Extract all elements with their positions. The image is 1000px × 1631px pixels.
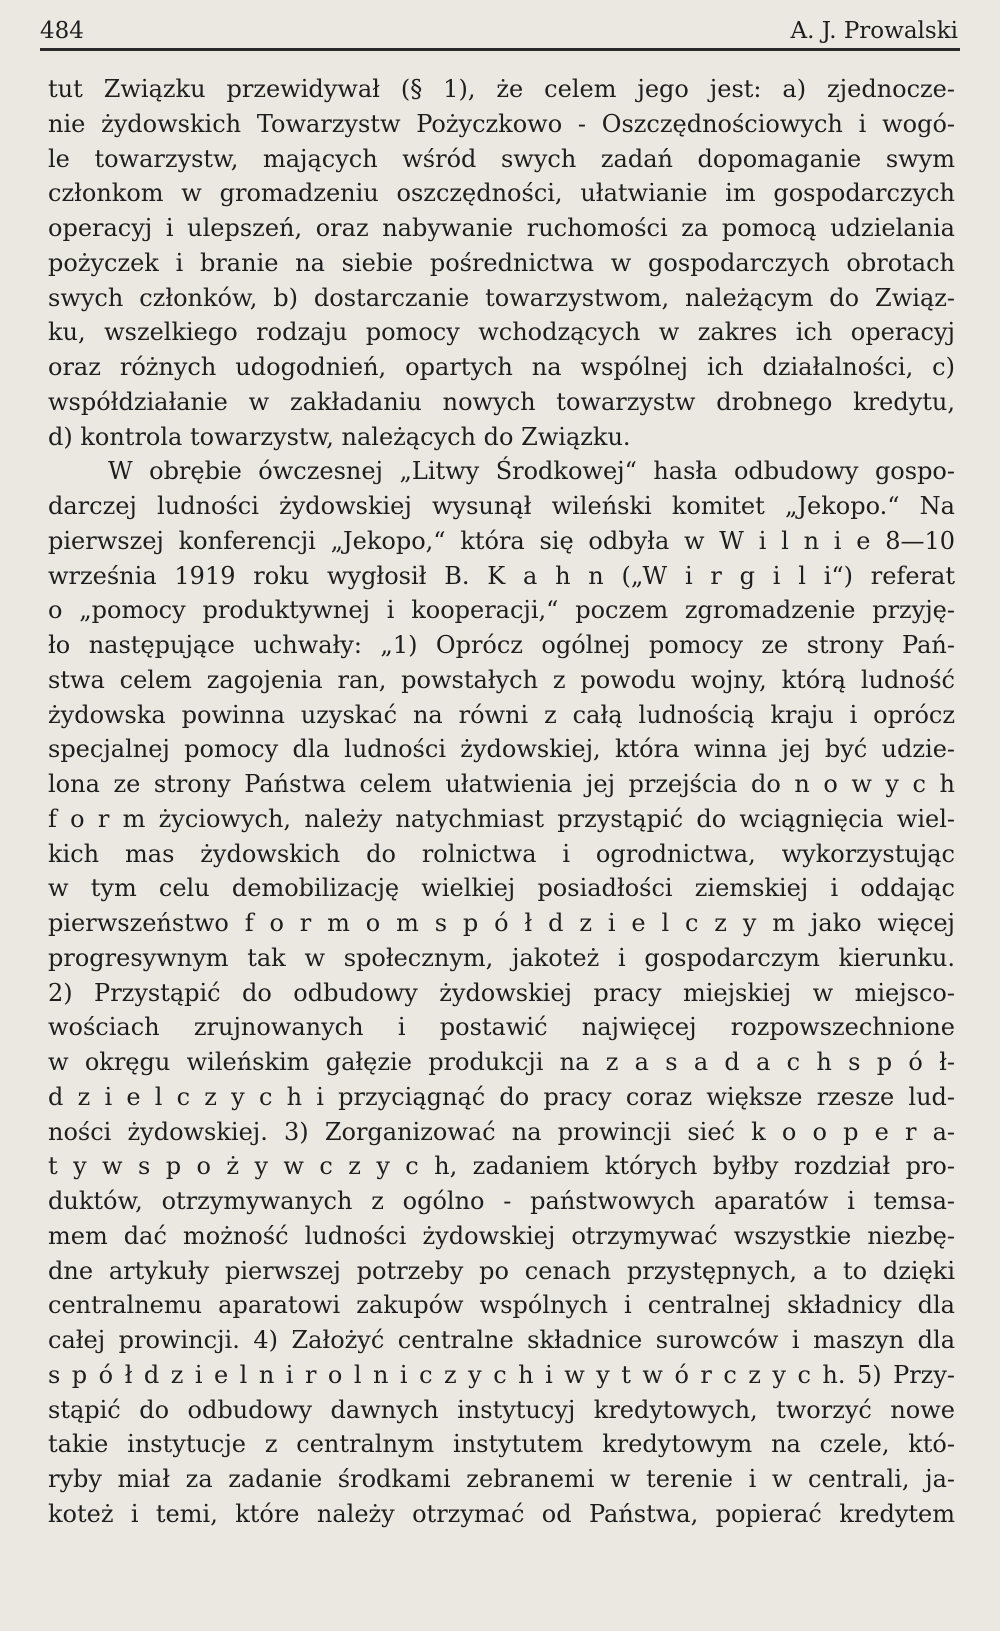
text-line: 2) Przystąpić do odbudowy żydowskiej pracy miejskiej w miejsco- — [48, 978, 955, 1007]
text-line: t y w s p o ż y w c z y c h, zadaniem których byłby rozdział pro- — [48, 1152, 955, 1181]
text-line: w okręgu wileńskim gałęzie produkcji na z a s a d a c h s p ó ł- — [48, 1048, 955, 1076]
text-line: d) kontrola towarzystw, należących do Związku. — [48, 422, 631, 451]
text-line: specjalnej pomocy dla ludności żydowskiej, która winna jej być udzie- — [48, 735, 955, 764]
text-line: progresywnym tak w społecznym, jakoteż i gospodarczym kierunku. — [48, 943, 955, 972]
text-line: koteż i temi, które należy otrzymać od Państwa, popierać kredytem — [48, 1499, 955, 1528]
text-line: darczej ludności żydowskiej wysunął wileński komitet „Jekopo.“ Na — [48, 492, 955, 520]
text-line: mem dać możność ludności żydowskiej otrzymywać wszystkie niezbę- — [48, 1221, 955, 1250]
text-line: operacyj i ulepszeń, oraz nabywanie ruchomości za pomocą udzielania — [48, 214, 955, 242]
text-line: f o r m życiowych, należy natychmiast przystąpić do wciągnięcia wiel- — [48, 804, 955, 833]
text-line: oraz różnych udogodnień, opartych na wspólnej ich działalności, c) — [48, 353, 955, 381]
text-line: członkom w gromadzeniu oszczędności, ułatwianie im gospodarczych — [48, 179, 955, 208]
text-line: ku, wszelkiego rodzaju pomocy wchodzących w zakres ich operacyj — [48, 318, 955, 347]
text-line: września 1919 roku wygłosił B. K a h n („W i r g i l i“) referat — [48, 561, 955, 590]
text-line: całej prowincji. 4) Założyć centralne składnice surowców i maszyn dla — [48, 1326, 955, 1354]
text-line: W obrębie ówczesnej „Litwy Środkowej“ hasła odbudowy gospo- — [108, 457, 955, 486]
text-line: swych członków, b) dostarczanie towarzystwom, należącym do Związ- — [48, 283, 955, 312]
text-line: ło następujące uchwały: „1) Oprócz ogólnej pomocy ze strony Pań- — [48, 631, 955, 659]
text-line: wościach zrujnowanych i postawić najwięcej rozpowszechnione — [48, 1013, 955, 1042]
text-line: centralnemu aparatowi zakupów wspólnych i centralnej składnicy dla — [48, 1291, 955, 1320]
text-line: ności żydowskiej. 3) Zorganizować na prowincji sieć k o o p e r a- — [48, 1117, 955, 1146]
text-line: kich mas żydowskich do rolnictwa i ogrodnictwa, wykorzystując — [48, 839, 955, 868]
running-head-author: A. J. Prowalski — [790, 18, 958, 44]
text-line: d z i e l c z y c h i przyciągnąć do pracy coraz większe rzesze lud- — [48, 1082, 955, 1111]
text-line: o „pomocy produktywnej i kooperacji,“ poczem zgromadzenie przyję- — [48, 596, 955, 625]
page-number: 484 — [40, 18, 84, 44]
text-line: s p ó ł d z i e l n i r o l n i c z y c h i w y t w ó r c z y c h. 5) Przy- — [48, 1360, 955, 1389]
text-line: w tym celu demobilizację wielkiej posiadłości ziemskiej i oddając — [48, 874, 955, 903]
text-line: lona ze strony Państwa celem ułatwienia jej przejścia do n o w y c h — [48, 770, 955, 798]
body-text — [48, 72, 955, 1532]
text-line: dne artykuły pierwszej potrzeby po cenach przystępnych, a to dzięki — [48, 1256, 955, 1285]
text-line: pierwszej konferencji „Jekopo,“ która się odbyła w W i l n i e 8—10 — [48, 526, 955, 555]
text-line: tut Związku przewidywał (§ 1), że celem jego jest: a) zjednocze- — [48, 75, 955, 103]
text-line: ryby miał za zadanie środkami zebranemi w terenie i w centrali, ja- — [48, 1465, 955, 1493]
text-line: współdziałanie w zakładaniu nowych towarzystw drobnego kredytu, — [48, 387, 955, 416]
text-line: żydowska powinna uzyskać na równi z całą ludnością kraju i oprócz — [48, 700, 955, 729]
text-line: stwa celem zagojenia ran, powstałych z powodu wojny, którą ludność — [48, 665, 955, 694]
running-head — [40, 14, 958, 48]
text-line: stąpić do odbudowy dawnych instytucyj kredytowych, tworzyć nowe — [48, 1395, 955, 1424]
text-line: pożyczek i branie na siebie pośrednictwa w gospodarczych obrotach — [48, 248, 955, 277]
text-line: nie żydowskich Towarzystw Pożyczkowo - Oszczędnościowych i wogó- — [48, 109, 955, 138]
text-line: duktów, otrzymywanych z ogólno - państwowych aparatów i temsa- — [48, 1187, 955, 1215]
header-rule — [40, 48, 960, 51]
text-line: pierwszeństwo f o r m o m s p ó ł d z i e l c z y m jako więcej — [48, 909, 955, 937]
text-line: le towarzystw, mających wśród swych zadań dopomaganie swym — [48, 144, 955, 173]
text-line: takie instytucje z centralnym instytutem kredytowym na czele, któ- — [48, 1430, 955, 1459]
